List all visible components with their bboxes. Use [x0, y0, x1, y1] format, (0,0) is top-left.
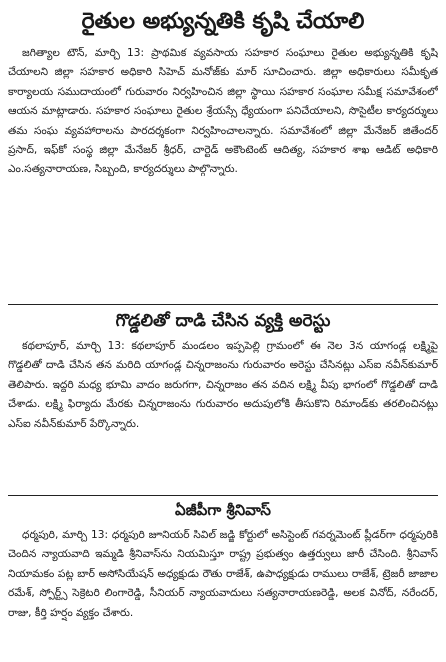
- story-2-body-container: [8, 337, 438, 493]
- story-1-body: జగిత్యాల టౌన్, మార్చి 13: ప్రాథమిక వ్యవసాయ సహకార సంఘాలు రైతుల అభ్యున్నతికి కృషి చేయాలని జిల్లా సహకార అధికారి సిహెచ్ మనోజ్‌కు మార్ సూచించారు. జిల్లా అధికారులు సమీకృత కార్యాలయ సముదాయంలో గురువారం నిర్వహించిన జిల్లా స్థాయి సహకార సంఘాల సమీక్ష సమావేశంలో ఆయన మాట్లాడారు. సహకార సంఘాలు రైతుల శ్రేయస్సే ధ్యేయంగా పనిచేయాలని, సొసైటీల కార్యదర్శులు తమ సంఘ వ్యవహారాలను పారదర్శకంగా నిర్వహించాలన్నారు. సమావేశంలో జిల్లా మేనేజర్ జితేందర్ ప్రసాద్, ఇఫ్‌కో సంస్థ జిల్లా మేనేజర్ శ్రీధర్, చార్టెడ్ అకౌంటెంట్ ఆదిత్య, సహకార శాఖ ఆడిట్ అధికారి ఎం.సత్యనారాయణ, సిబ్బంది, కార్యదర్శులు పాల్గొన్నారు.: [8, 47, 438, 176]
- story-divider: [8, 495, 438, 496]
- story-1-headline: రైతుల అభ్యున్నతికి కృషి చేయాలి: [81, 9, 365, 34]
- story-3-headline: ఏజీపీగా శ్రీనివాస్: [175, 501, 271, 519]
- story-divider: [8, 304, 438, 305]
- story-1-body-container: [8, 44, 438, 302]
- story-3-body: ధర్మపురి, మార్చి 13: ధర్మపురి జూనియర్ సివిల్ జడ్జి కోర్టులో అసిస్టెంట్ గవర్నమెంట్ ప్లీడర్‌గా ధర్మపురికి చెందిన న్యాయవాది ఇమ్మడి శ్రీనివాస్‌ను నియమిస్తూ రాష్ట్ర ప్రభుత్వం ఉత్తర్వులు జారీ చేసింది. శ్రీనివాస్ నియామకం పట్ల బార్ అసోసియేషన్ అధ్యక్షుడు రౌతు రాజేశ్, ఉపాధ్యక్షుడు రాములు రాజేశ్, ట్రెజరీ జాజాల రమేశ్, స్పోర్ట్స్ సెక్రెటరి లింగారెడ్డి, సీనియర్ న్యాయవాదులు సత్యనారాయణరెడ్డి, అలక వినోద్, నరేందర్, రాజు, కీర్తి హర్షం వ్యక్తం చేశారు.: [8, 529, 438, 619]
- story-2-body: కథలాపూర్, మార్చి 13: కథలాపూర్ మండలం ఇప్పపెల్లి గ్రామంలో ఈ నెల 3న యాగండ్ల లక్ష్మిపై గొడ్డలితో దాడి చేసిన తన మరిది యాగండ్ల చిన్నరాజంను గురువారం అరెస్టు చేసినట్లు ఎస్ఐ నవీన్‌కుమార్ తెలిపారు. ఇద్దరి మధ్య భూమి వాదం జరుగగా, చిన్నరాజం తన వదిన లక్ష్మి వీపు భాగంలో గొడ్డలితో దాడి చేశాడు. లక్ష్మి ఫిర్యాదు మేరకు చిన్నరాజంను గురువారం అదుపులోకి తీసుకొని రిమాండ్‌కు తరలించినట్లు ఎస్ఐ నవీన్‌కుమార్ పేర్కొన్నారు.: [8, 340, 438, 430]
- story-3-body-container: [8, 526, 438, 662]
- story-2-headline: గొడ్డలితో దాడి చేసిన వ్యక్తి అరెస్టు: [115, 311, 331, 331]
